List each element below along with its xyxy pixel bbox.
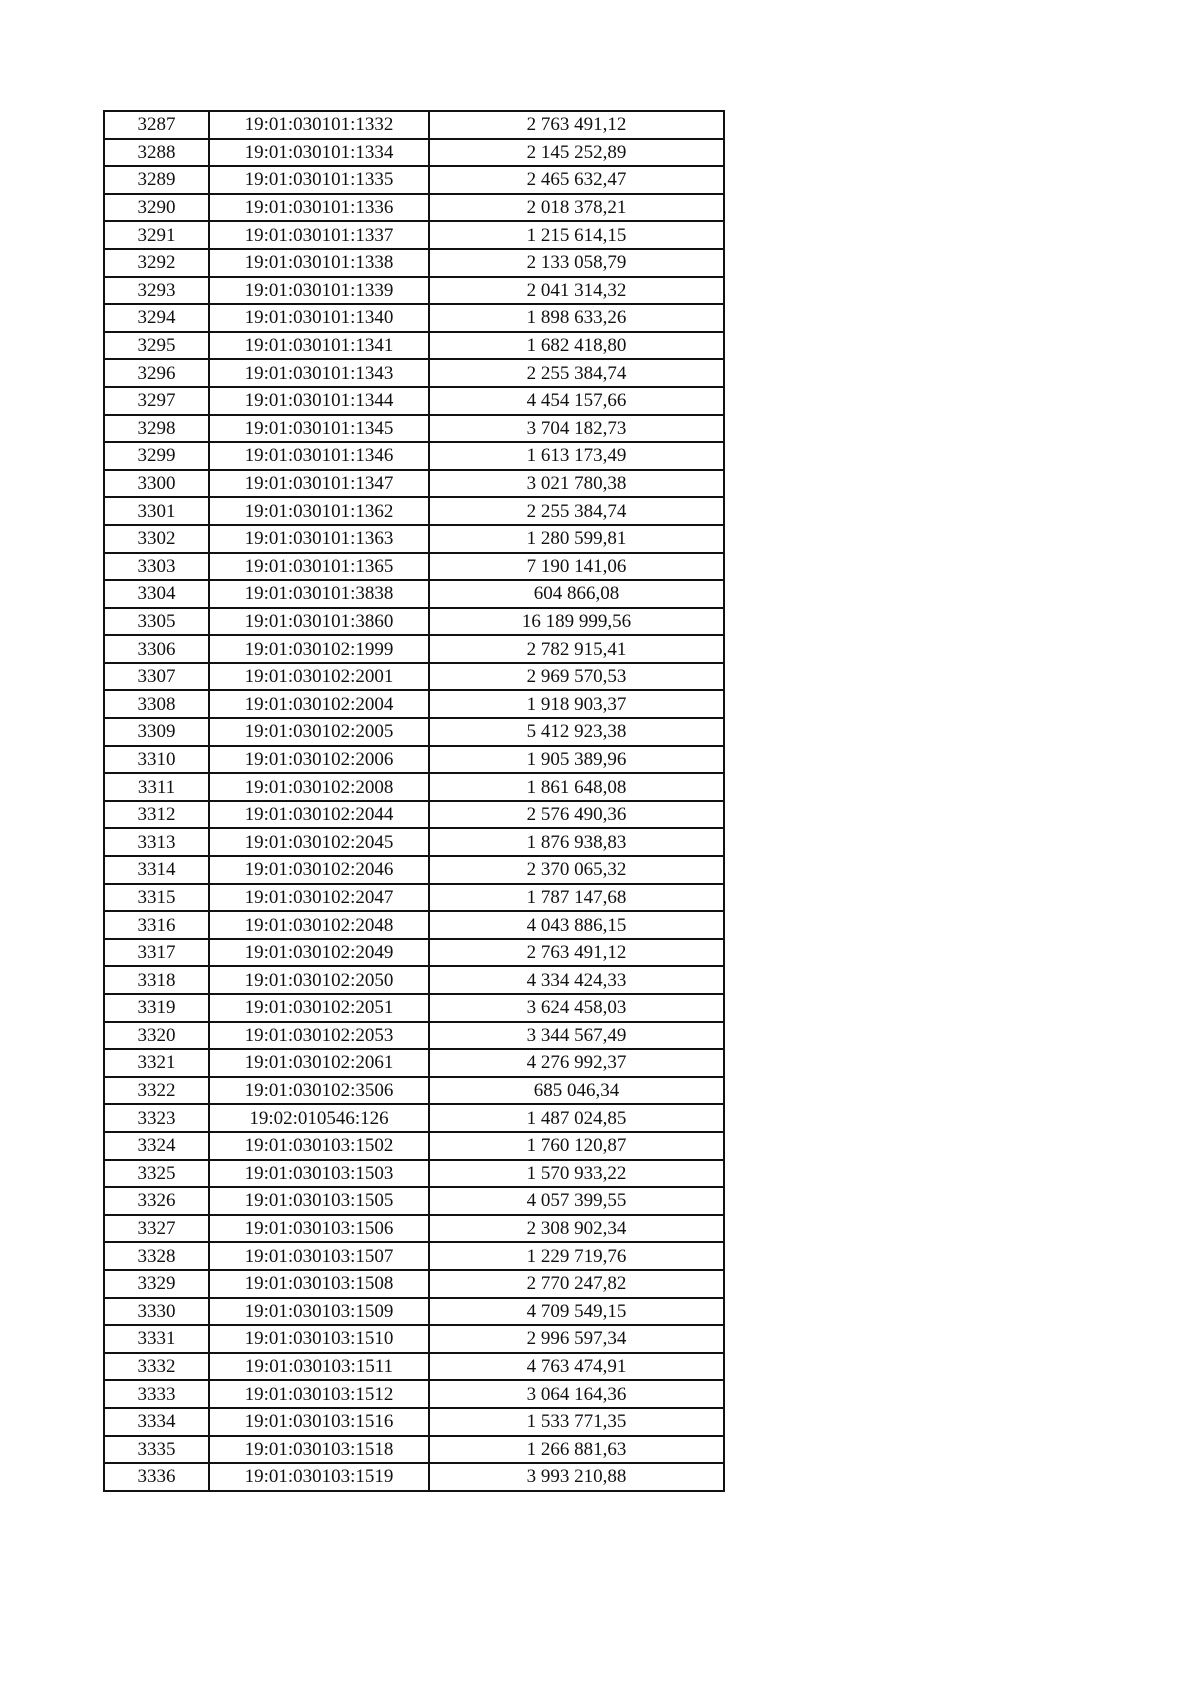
cadastral-number-cell: 19:01:030101:1335 bbox=[209, 166, 429, 194]
table-row bbox=[104, 801, 724, 829]
row-number-cell: 3308 bbox=[104, 690, 209, 718]
cadastral-number-cell: 19:01:030101:1343 bbox=[209, 359, 429, 387]
row-number-cell: 3301 bbox=[104, 497, 209, 525]
row-number-cell: 3302 bbox=[104, 525, 209, 553]
cadastral-number-cell: 19:01:030103:1507 bbox=[209, 1242, 429, 1270]
row-number-cell: 3327 bbox=[104, 1215, 209, 1243]
cadastral-number-cell: 19:02:010546:126 bbox=[209, 1104, 429, 1132]
table-row bbox=[104, 415, 724, 443]
table-row bbox=[104, 746, 724, 774]
cadastral-number-cell: 19:01:030102:2047 bbox=[209, 884, 429, 912]
cadastral-value-cell: 5 412 923,38 bbox=[429, 718, 724, 746]
row-number-cell: 3312 bbox=[104, 801, 209, 829]
table-row bbox=[104, 1298, 724, 1326]
row-number-cell: 3290 bbox=[104, 194, 209, 222]
cadastral-number-cell: 19:01:030102:2061 bbox=[209, 1049, 429, 1077]
row-number-cell: 3336 bbox=[104, 1463, 209, 1491]
row-number-cell: 3287 bbox=[104, 111, 209, 139]
row-number-cell: 3289 bbox=[104, 166, 209, 194]
row-number-cell: 3297 bbox=[104, 387, 209, 415]
cadastral-value-cell: 1 918 903,37 bbox=[429, 690, 724, 718]
cadastral-number-cell: 19:01:030101:1346 bbox=[209, 442, 429, 470]
cadastral-number-cell: 19:01:030102:2006 bbox=[209, 746, 429, 774]
table-row bbox=[104, 1132, 724, 1160]
cadastral-value-cell: 2 145 252,89 bbox=[429, 139, 724, 167]
cadastral-number-cell: 19:01:030103:1511 bbox=[209, 1353, 429, 1381]
row-number-cell: 3317 bbox=[104, 939, 209, 967]
cadastral-value-cell: 3 624 458,03 bbox=[429, 994, 724, 1022]
row-number-cell: 3303 bbox=[104, 553, 209, 581]
row-number-cell: 3328 bbox=[104, 1242, 209, 1270]
table-row bbox=[104, 277, 724, 305]
cadastral-value-cell: 1 533 771,35 bbox=[429, 1408, 724, 1436]
cadastral-value-cell: 1 280 599,81 bbox=[429, 525, 724, 553]
row-number-cell: 3324 bbox=[104, 1132, 209, 1160]
cadastral-value-cell: 1 861 648,08 bbox=[429, 773, 724, 801]
cadastral-value-cell: 1 898 633,26 bbox=[429, 304, 724, 332]
cadastral-number-cell: 19:01:030102:2049 bbox=[209, 939, 429, 967]
row-number-cell: 3334 bbox=[104, 1408, 209, 1436]
row-number-cell: 3316 bbox=[104, 911, 209, 939]
cadastral-number-cell: 19:01:030103:1519 bbox=[209, 1463, 429, 1491]
table-row bbox=[104, 111, 724, 139]
row-number-cell: 3307 bbox=[104, 663, 209, 691]
table-row bbox=[104, 221, 724, 249]
cadastral-value-cell: 1 876 938,83 bbox=[429, 828, 724, 856]
row-number-cell: 3300 bbox=[104, 470, 209, 498]
cadastral-number-cell: 19:01:030102:2053 bbox=[209, 1022, 429, 1050]
row-number-cell: 3314 bbox=[104, 856, 209, 884]
cadastral-number-cell: 19:01:030102:2005 bbox=[209, 718, 429, 746]
cadastral-value-cell: 1 229 719,76 bbox=[429, 1242, 724, 1270]
table-row bbox=[104, 690, 724, 718]
cadastral-number-cell: 19:01:030102:2051 bbox=[209, 994, 429, 1022]
cadastral-value-cell: 2 041 314,32 bbox=[429, 277, 724, 305]
cadastral-value-cell: 2 370 065,32 bbox=[429, 856, 724, 884]
table-row bbox=[104, 773, 724, 801]
table-row bbox=[104, 359, 724, 387]
cadastral-value-cell: 3 344 567,49 bbox=[429, 1022, 724, 1050]
row-number-cell: 3299 bbox=[104, 442, 209, 470]
row-number-cell: 3322 bbox=[104, 1077, 209, 1105]
table-row bbox=[104, 387, 724, 415]
cadastral-number-cell: 19:01:030102:2048 bbox=[209, 911, 429, 939]
cadastral-number-cell: 19:01:030102:2001 bbox=[209, 663, 429, 691]
cadastral-value-cell: 4 043 886,15 bbox=[429, 911, 724, 939]
cadastral-value-cell: 4 709 549,15 bbox=[429, 1298, 724, 1326]
cadastral-number-cell: 19:01:030101:1362 bbox=[209, 497, 429, 525]
cadastral-number-cell: 19:01:030103:1503 bbox=[209, 1160, 429, 1188]
cadastral-number-cell: 19:01:030101:1338 bbox=[209, 249, 429, 277]
cadastral-value-cell: 2 763 491,12 bbox=[429, 111, 724, 139]
cadastral-value-cell: 2 770 247,82 bbox=[429, 1270, 724, 1298]
cadastral-value-cell: 1 905 389,96 bbox=[429, 746, 724, 774]
row-number-cell: 3329 bbox=[104, 1270, 209, 1298]
cadastral-value-cell: 1 613 173,49 bbox=[429, 442, 724, 470]
row-number-cell: 3310 bbox=[104, 746, 209, 774]
cadastral-value-cell: 4 763 474,91 bbox=[429, 1353, 724, 1381]
cadastral-number-cell: 19:01:030101:1332 bbox=[209, 111, 429, 139]
row-number-cell: 3304 bbox=[104, 580, 209, 608]
cadastral-value-cell: 1 215 614,15 bbox=[429, 221, 724, 249]
row-number-cell: 3295 bbox=[104, 332, 209, 360]
table-row bbox=[104, 332, 724, 360]
row-number-cell: 3320 bbox=[104, 1022, 209, 1050]
table-row bbox=[104, 1022, 724, 1050]
table-row bbox=[104, 580, 724, 608]
row-number-cell: 3306 bbox=[104, 635, 209, 663]
table-row bbox=[104, 1270, 724, 1298]
cadastral-value-table bbox=[103, 110, 725, 1492]
row-number-cell: 3325 bbox=[104, 1160, 209, 1188]
table-row bbox=[104, 1160, 724, 1188]
cadastral-number-cell: 19:01:030103:1512 bbox=[209, 1380, 429, 1408]
cadastral-number-cell: 19:01:030102:3506 bbox=[209, 1077, 429, 1105]
row-number-cell: 3311 bbox=[104, 773, 209, 801]
cadastral-value-cell: 1 570 933,22 bbox=[429, 1160, 724, 1188]
table-row bbox=[104, 249, 724, 277]
table-row bbox=[104, 856, 724, 884]
cadastral-value-cell: 685 046,34 bbox=[429, 1077, 724, 1105]
row-number-cell: 3309 bbox=[104, 718, 209, 746]
row-number-cell: 3296 bbox=[104, 359, 209, 387]
table-row bbox=[104, 1380, 724, 1408]
cadastral-value-cell: 2 465 632,47 bbox=[429, 166, 724, 194]
cadastral-value-cell: 1 760 120,87 bbox=[429, 1132, 724, 1160]
table-row bbox=[104, 635, 724, 663]
cadastral-number-cell: 19:01:030102:2045 bbox=[209, 828, 429, 856]
row-number-cell: 3298 bbox=[104, 415, 209, 443]
table-row bbox=[104, 1408, 724, 1436]
cadastral-value-cell: 3 021 780,38 bbox=[429, 470, 724, 498]
cadastral-number-cell: 19:01:030103:1516 bbox=[209, 1408, 429, 1436]
cadastral-number-cell: 19:01:030102:2008 bbox=[209, 773, 429, 801]
table-row bbox=[104, 663, 724, 691]
cadastral-value-cell: 2 782 915,41 bbox=[429, 635, 724, 663]
table-row bbox=[104, 139, 724, 167]
cadastral-number-cell: 19:01:030102:2046 bbox=[209, 856, 429, 884]
row-number-cell: 3292 bbox=[104, 249, 209, 277]
cadastral-value-cell: 2 018 378,21 bbox=[429, 194, 724, 222]
table-row bbox=[104, 1187, 724, 1215]
table-row bbox=[104, 884, 724, 912]
table-row bbox=[104, 1215, 724, 1243]
cadastral-value-cell: 3 993 210,88 bbox=[429, 1463, 724, 1491]
cadastral-value-cell: 16 189 999,56 bbox=[429, 608, 724, 636]
cadastral-number-cell: 19:01:030102:2004 bbox=[209, 690, 429, 718]
table-row bbox=[104, 304, 724, 332]
row-number-cell: 3331 bbox=[104, 1325, 209, 1353]
table-row bbox=[104, 470, 724, 498]
cadastral-number-cell: 19:01:030103:1506 bbox=[209, 1215, 429, 1243]
row-number-cell: 3315 bbox=[104, 884, 209, 912]
row-number-cell: 3323 bbox=[104, 1104, 209, 1132]
cadastral-number-cell: 19:01:030101:1345 bbox=[209, 415, 429, 443]
cadastral-value-cell: 3 704 182,73 bbox=[429, 415, 724, 443]
cadastral-value-cell: 2 133 058,79 bbox=[429, 249, 724, 277]
cadastral-value-cell: 2 255 384,74 bbox=[429, 359, 724, 387]
cadastral-value-cell: 4 334 424,33 bbox=[429, 966, 724, 994]
cadastral-value-cell: 1 682 418,80 bbox=[429, 332, 724, 360]
cadastral-number-cell: 19:01:030101:1339 bbox=[209, 277, 429, 305]
cadastral-value-cell: 2 763 491,12 bbox=[429, 939, 724, 967]
row-number-cell: 3288 bbox=[104, 139, 209, 167]
cadastral-value-cell: 2 969 570,53 bbox=[429, 663, 724, 691]
cadastral-number-cell: 19:01:030103:1509 bbox=[209, 1298, 429, 1326]
row-number-cell: 3291 bbox=[104, 221, 209, 249]
table-row bbox=[104, 1436, 724, 1464]
table-row bbox=[104, 497, 724, 525]
table-row bbox=[104, 718, 724, 746]
table-row bbox=[104, 939, 724, 967]
cadastral-number-cell: 19:01:030101:1334 bbox=[209, 139, 429, 167]
cadastral-number-cell: 19:01:030102:1999 bbox=[209, 635, 429, 663]
row-number-cell: 3321 bbox=[104, 1049, 209, 1077]
table-row bbox=[104, 1077, 724, 1105]
table-row bbox=[104, 1049, 724, 1077]
cadastral-number-cell: 19:01:030101:1347 bbox=[209, 470, 429, 498]
cadastral-value-cell: 2 255 384,74 bbox=[429, 497, 724, 525]
cadastral-number-cell: 19:01:030103:1505 bbox=[209, 1187, 429, 1215]
table-row bbox=[104, 1325, 724, 1353]
cadastral-number-cell: 19:01:030103:1508 bbox=[209, 1270, 429, 1298]
table-row bbox=[104, 1104, 724, 1132]
row-number-cell: 3326 bbox=[104, 1187, 209, 1215]
row-number-cell: 3335 bbox=[104, 1436, 209, 1464]
cadastral-value-cell: 2 996 597,34 bbox=[429, 1325, 724, 1353]
table-row bbox=[104, 608, 724, 636]
table-row bbox=[104, 1242, 724, 1270]
cadastral-value-cell: 3 064 164,36 bbox=[429, 1380, 724, 1408]
table-row bbox=[104, 166, 724, 194]
row-number-cell: 3305 bbox=[104, 608, 209, 636]
cadastral-number-cell: 19:01:030102:2044 bbox=[209, 801, 429, 829]
cadastral-number-cell: 19:01:030101:1340 bbox=[209, 304, 429, 332]
cadastral-number-cell: 19:01:030101:1363 bbox=[209, 525, 429, 553]
cadastral-value-cell: 4 454 157,66 bbox=[429, 387, 724, 415]
cadastral-number-cell: 19:01:030101:3838 bbox=[209, 580, 429, 608]
row-number-cell: 3319 bbox=[104, 994, 209, 1022]
table-row bbox=[104, 911, 724, 939]
table-row bbox=[104, 1353, 724, 1381]
row-number-cell: 3330 bbox=[104, 1298, 209, 1326]
cadastral-number-cell: 19:01:030102:2050 bbox=[209, 966, 429, 994]
table-row bbox=[104, 828, 724, 856]
cadastral-number-cell: 19:01:030103:1502 bbox=[209, 1132, 429, 1160]
cadastral-number-cell: 19:01:030103:1518 bbox=[209, 1436, 429, 1464]
table-row bbox=[104, 194, 724, 222]
row-number-cell: 3293 bbox=[104, 277, 209, 305]
cadastral-value-cell: 4 276 992,37 bbox=[429, 1049, 724, 1077]
cadastral-number-cell: 19:01:030101:1341 bbox=[209, 332, 429, 360]
cadastral-number-cell: 19:01:030101:1337 bbox=[209, 221, 429, 249]
table-row bbox=[104, 525, 724, 553]
cadastral-value-cell: 2 308 902,34 bbox=[429, 1215, 724, 1243]
cadastral-number-cell: 19:01:030101:3860 bbox=[209, 608, 429, 636]
cadastral-value-cell: 1 787 147,68 bbox=[429, 884, 724, 912]
cadastral-number-cell: 19:01:030101:1365 bbox=[209, 553, 429, 581]
table-row bbox=[104, 553, 724, 581]
table-row bbox=[104, 966, 724, 994]
cadastral-value-cell: 4 057 399,55 bbox=[429, 1187, 724, 1215]
table-body bbox=[104, 111, 724, 1491]
table-row bbox=[104, 1463, 724, 1491]
cadastral-number-cell: 19:01:030101:1336 bbox=[209, 194, 429, 222]
row-number-cell: 3318 bbox=[104, 966, 209, 994]
cadastral-value-cell: 1 266 881,63 bbox=[429, 1436, 724, 1464]
cadastral-number-cell: 19:01:030103:1510 bbox=[209, 1325, 429, 1353]
cadastral-value-cell: 2 576 490,36 bbox=[429, 801, 724, 829]
cadastral-value-cell: 7 190 141,06 bbox=[429, 553, 724, 581]
row-number-cell: 3313 bbox=[104, 828, 209, 856]
table-row bbox=[104, 994, 724, 1022]
row-number-cell: 3333 bbox=[104, 1380, 209, 1408]
table-row bbox=[104, 442, 724, 470]
cadastral-value-cell: 604 866,08 bbox=[429, 580, 724, 608]
row-number-cell: 3294 bbox=[104, 304, 209, 332]
cadastral-value-cell: 1 487 024,85 bbox=[429, 1104, 724, 1132]
cadastral-number-cell: 19:01:030101:1344 bbox=[209, 387, 429, 415]
row-number-cell: 3332 bbox=[104, 1353, 209, 1381]
